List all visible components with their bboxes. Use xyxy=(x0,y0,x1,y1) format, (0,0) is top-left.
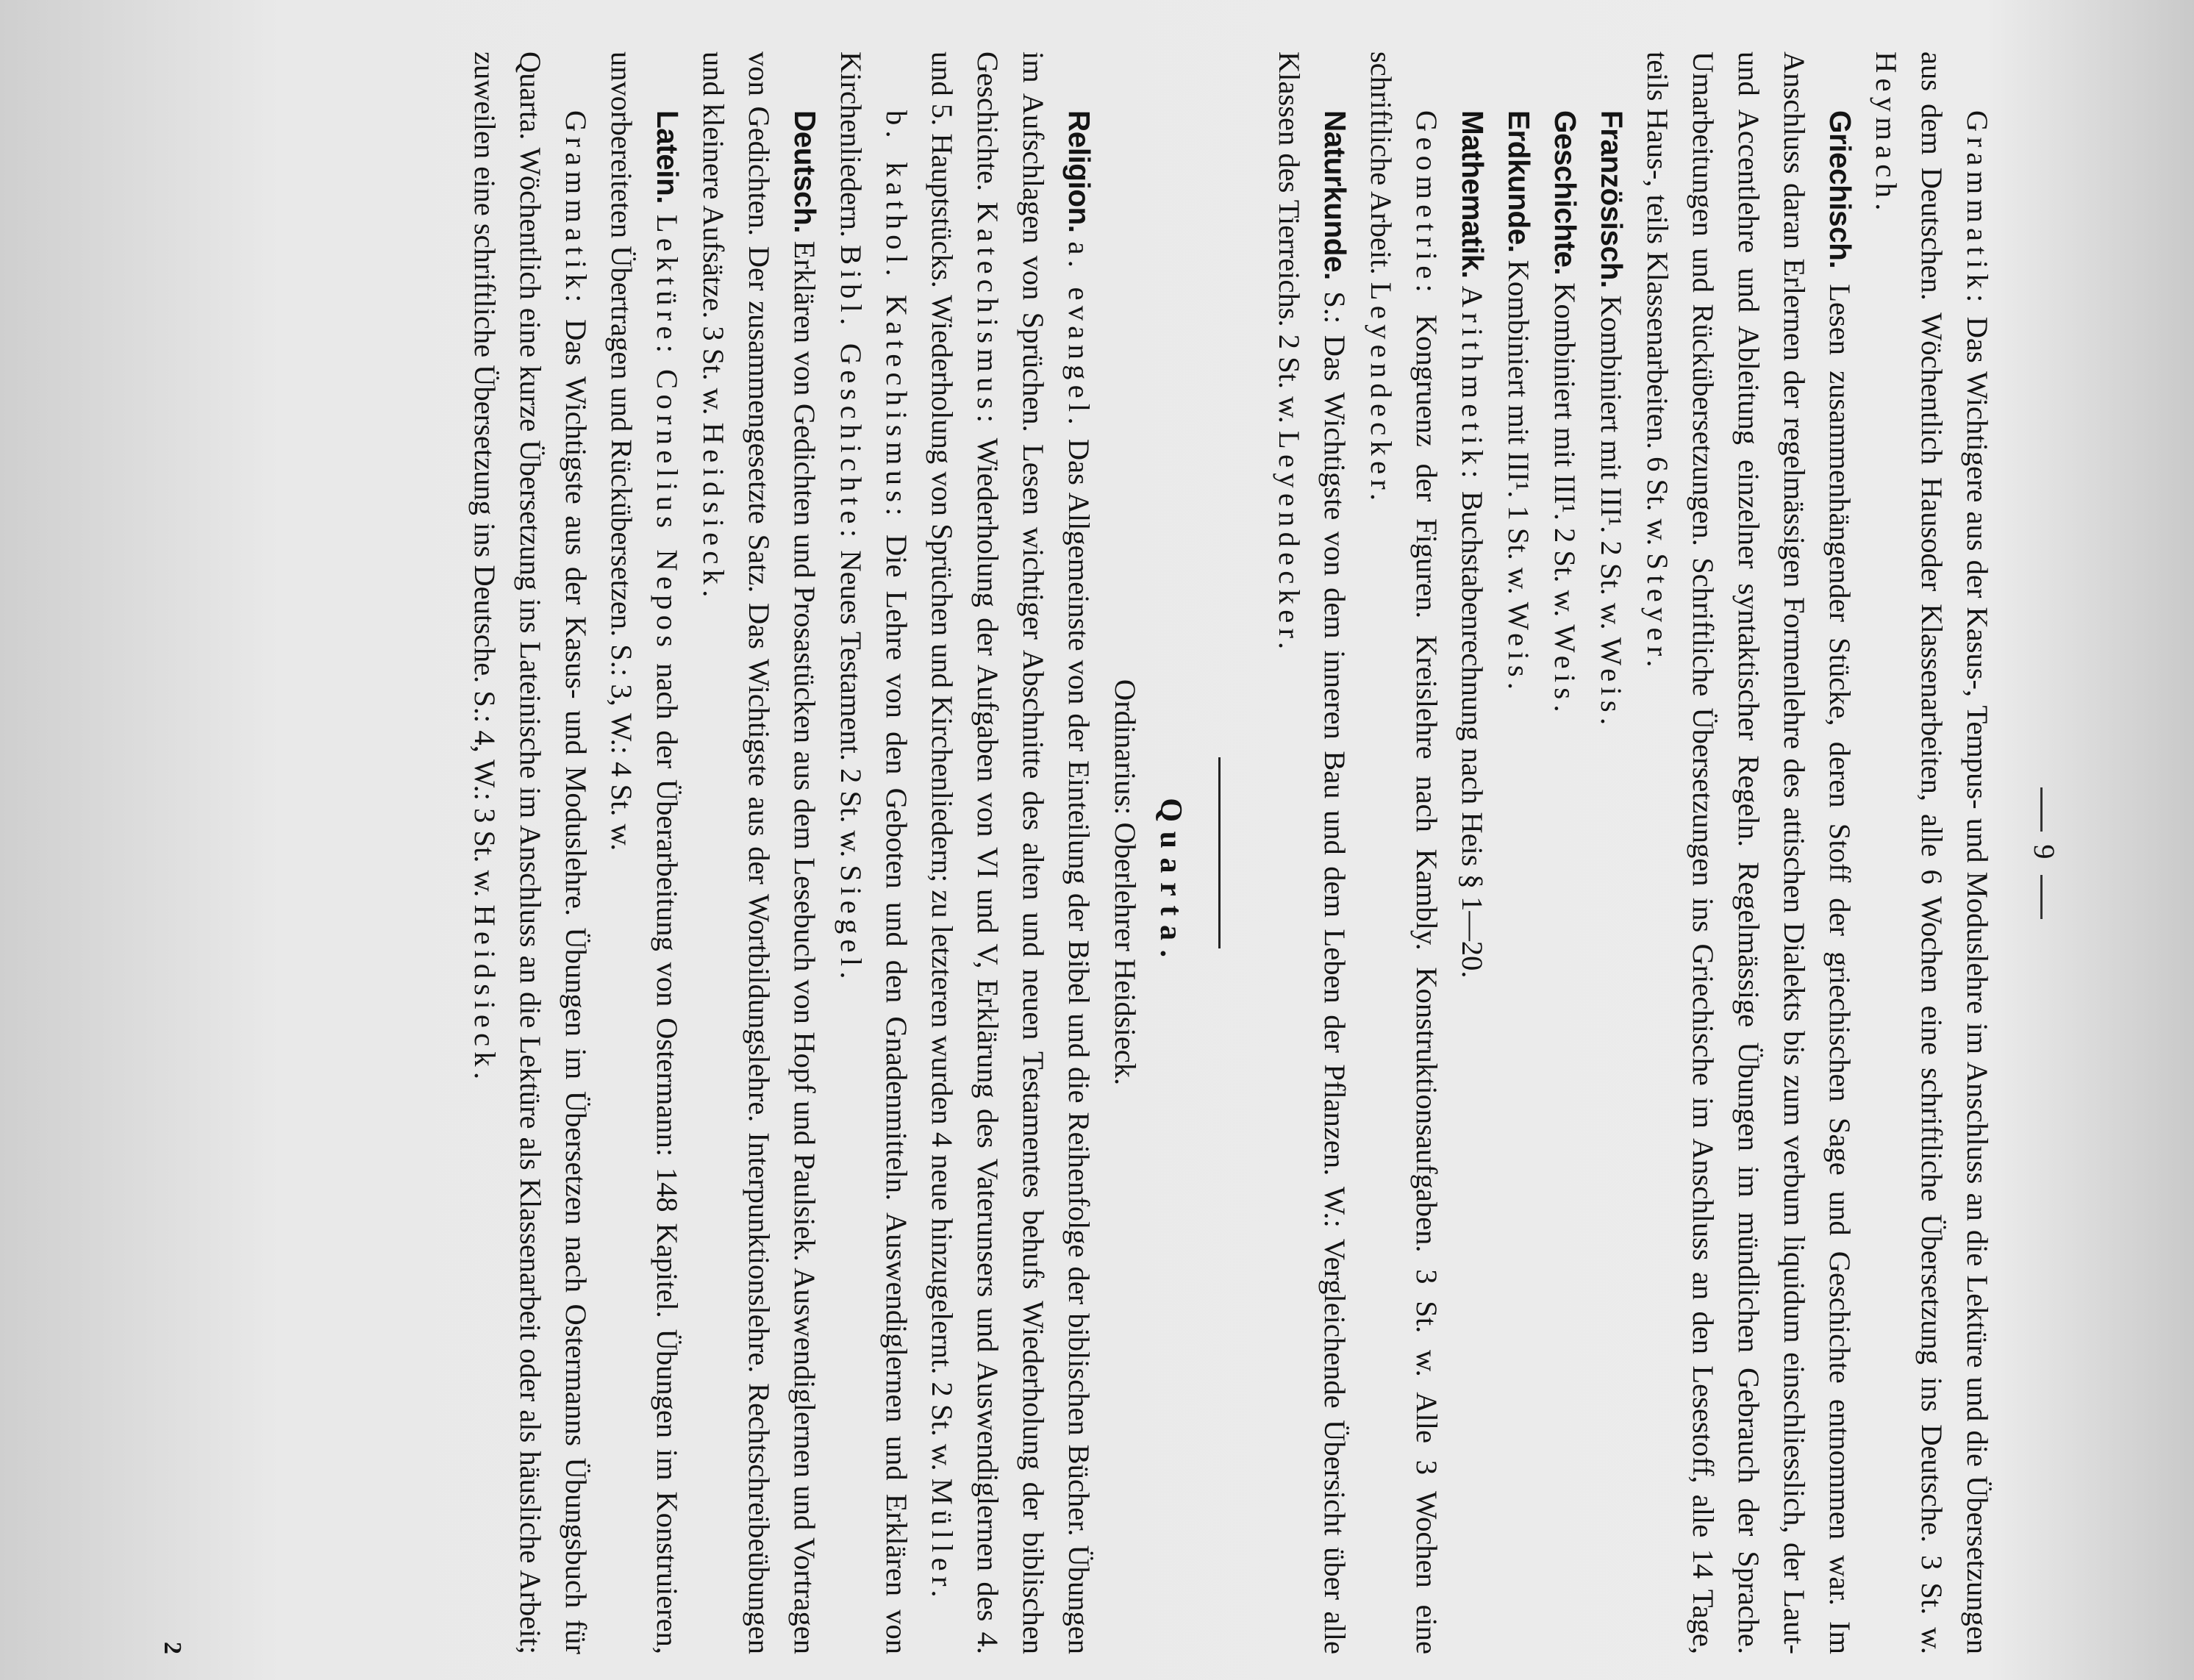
erdkunde-label: Erdkunde. xyxy=(1502,110,1536,253)
deutsch-teacher: Heidsieck. xyxy=(697,422,730,603)
kathol-teacher: Siegel. xyxy=(835,865,868,984)
geschichte-teacher: Weis. xyxy=(1548,624,1582,718)
griechisch-text: Lesen zusammenhängender Stücke, deren Stoff der griechischen Sage und Geschichte entnommen war. Im Anschluss daran Erlernen der regelmässigen Formenlehre des attischen Dialekts bis zum verbum liquidum einschliesslich, der Laut- und Accentlehre und Ableitung einzelner syntaktischer Regeln. Regelmässige Übungen im mündlichen Gebrauch der Sprache. Umarbeitungen und Rückübersetzungen. Schriftliche Übersetzungen ins Griechische im Anschluss an den Lesestoff, alle 14 Tage, teils Haus-, teils Klassenarbeiten. 6 St. w. xyxy=(1641,51,1857,1654)
evangel-text: Das Allgemeinste von der Einteilung der Bibel und die Reihenfolge der biblischen Bücher. Übungen im Aufschlagen von Sprüchen. Lesen wichtiger Abschnitte des alten und neuen Testamentes behufs Wiederholung der biblischen Geschichte. xyxy=(971,51,1096,1655)
latein-teacher: Heidsieck. xyxy=(468,904,501,1085)
latein-grammatik-label: Grammatik: xyxy=(560,110,593,308)
religion-label: Religion. xyxy=(1062,110,1096,233)
paragraph-latein-grammatik xyxy=(462,51,598,1654)
paragraph-religion-kathol xyxy=(828,51,919,1654)
header-ornament-left xyxy=(2040,787,2043,832)
franzoesisch-teacher: Weis. xyxy=(1595,637,1628,731)
paragraph-grammatik xyxy=(1863,51,2000,1654)
erdkunde-teacher: Weis. xyxy=(1502,601,1535,696)
latein-grammatik-text: Das Wichtigste aus der Kasus- und Moduslehre. Übungen im Übersetzen nach Ostermanns Übungsbuch für Quarta. Wöchentlich eine kurze Übersetzung ins Lateinische im Anschluss an die Lektüre als Klassenarbeit oder als häusliche Arbeit; zuweilen eine schriftliche Übersetzung ins Deutsche. S.: 4, W.: 3 St. w. xyxy=(468,51,593,1654)
mathematik-teacher: Leyendecker. xyxy=(1365,282,1398,507)
geschichte-text: Kombiniert mit III¹. 2 St. w. xyxy=(1548,282,1582,618)
paragraph-religion-evangel xyxy=(919,51,1102,1654)
naturkunde-text: S.: Das Wichtigste von dem inneren Bau und dem Leben der Pflanzen. W.: Vergleichende Übersicht über alle Klassen des Tierreichs. 2 St. w. xyxy=(1273,51,1351,1654)
bibl-text: Neues Testament. 2 St. w. xyxy=(835,550,868,858)
latein-label: Latein. xyxy=(651,110,685,204)
grammatik-teacher: Heymach. xyxy=(1870,51,1903,216)
page-number: 9 xyxy=(2028,844,2061,862)
griechisch-label: Griechisch. xyxy=(1823,110,1857,269)
paragraph-mathematik xyxy=(1449,51,1496,1654)
section-divider xyxy=(1218,757,1221,948)
ordinarius-name: Oberlehrer Heidsieck. xyxy=(1109,822,1142,1086)
deutsch-text: Erklären von Gedichten und Prosastücken aus dem Lesebuch von Hopf und Paulsiek. Auswendiglernen und Vortragen von Gedichten. Der zusammengesetzte Satz. Das Wichtigste aus der Wortbildungslehre. Interpunktionslehre. Rechtschreibeübungen und kleinere Aufsätze. 3 St. w. xyxy=(697,51,821,1655)
grammatik-label: Grammatik: xyxy=(1961,110,1994,308)
header-ornament-right xyxy=(2040,875,2043,919)
geometrie-label: Geometrie: xyxy=(1410,110,1443,299)
lektuere-author: Cornelius Nepos xyxy=(651,369,684,653)
ordinarius-label: Ordinarius: xyxy=(1109,679,1142,815)
erdkunde-text: Kombiniert mit III¹. 1 St. w. xyxy=(1502,260,1535,595)
paragraph-franzoesisch xyxy=(1588,51,1634,1654)
geometrie-text: Kongruenz der Figuren. Kreislehre nach Kambly. Konstruktionsaufgaben. 3 St. w. Alle 3 Wochen eine schriftliche Arbeit. xyxy=(1365,51,1443,1655)
page-header xyxy=(2018,51,2070,1654)
paragraph-geometrie xyxy=(1358,51,1449,1654)
bibl-label: Bibl. Geschichte: xyxy=(835,245,868,543)
paragraph-naturkunde xyxy=(1266,51,1358,1654)
lektuere-text: nach der Überarbeitung von Ostermann: 148 Kapitel. Übungen im Konstruieren, unvorbereiteten Übertragen und Rückübersetzen. S.: 3, W.: 4 St. w. xyxy=(605,51,684,1655)
page-body xyxy=(462,51,2000,1654)
document-page xyxy=(158,51,2070,1654)
arithmetik-text: Buchstabenrechnung nach Heis § 1—20. xyxy=(1456,490,1489,979)
arithmetik-label: Arithmetik: xyxy=(1456,285,1489,484)
kathol-katechismus-label: Katechismus: xyxy=(880,294,913,521)
franzoesisch-text: Kombiniert mit III¹. 2 St. w. xyxy=(1595,295,1628,630)
paragraph-latein xyxy=(598,51,690,1654)
ordinarius-line xyxy=(1102,51,1148,1654)
griechisch-teacher: Steyer. xyxy=(1641,553,1674,673)
franzoesisch-label: Französisch. xyxy=(1595,110,1629,288)
deutsch-label: Deutsch. xyxy=(788,110,822,234)
kathol-katechismus-text: Die Lehre von den Geboten und den Gnadenmitteln. Auswendiglernen und Erklären von Kirchenliedern. xyxy=(835,51,913,1655)
grammatik-text: Das Wichtigere aus der Kasus-, Tempus- und Moduslehre im Anschluss an die Lektüre und die Übersetzungen aus dem Deutschen. Wöchentlich Hausoder Klassenarbeiten, alle 6 Wochen eine schriftliche Übersetzung ins Deutsche. 3 St. w. xyxy=(1915,51,1994,1655)
naturkunde-teacher: Leyendecker. xyxy=(1273,430,1306,655)
paragraph-deutsch xyxy=(690,51,828,1654)
mathematik-label: Mathematik. xyxy=(1456,110,1490,279)
paragraph-geschichte xyxy=(1542,51,1588,1654)
naturkunde-label: Naturkunde. xyxy=(1318,110,1352,280)
geschichte-label: Geschichte. xyxy=(1548,110,1582,276)
evangel-label: a. evangel. xyxy=(1062,241,1096,430)
lektuere-label: Lektüre: xyxy=(651,214,684,359)
evangel-katechismus-text: Wiederholung der Aufgaben von VI und V, Erklärung des Vaterunsers und Auswendiglernen des 4. und 5. Hauptstücks. Wiederholung von Sprüchen und Kirchenliedern; zu letzteren wurden 4 neue hinzugelernt. 2 St. w. xyxy=(926,51,1004,1654)
kathol-label: b. kathol. xyxy=(880,110,913,282)
signature-mark: 2 xyxy=(159,1642,186,1654)
paragraph-griechisch xyxy=(1634,51,1863,1654)
katechismus-label: Katechismus: xyxy=(971,201,1004,429)
paragraph-erdkunde xyxy=(1496,51,1542,1654)
evangel-teacher: Müller. xyxy=(926,1478,959,1603)
section-title-quarta: Quarta. xyxy=(1154,798,1187,967)
